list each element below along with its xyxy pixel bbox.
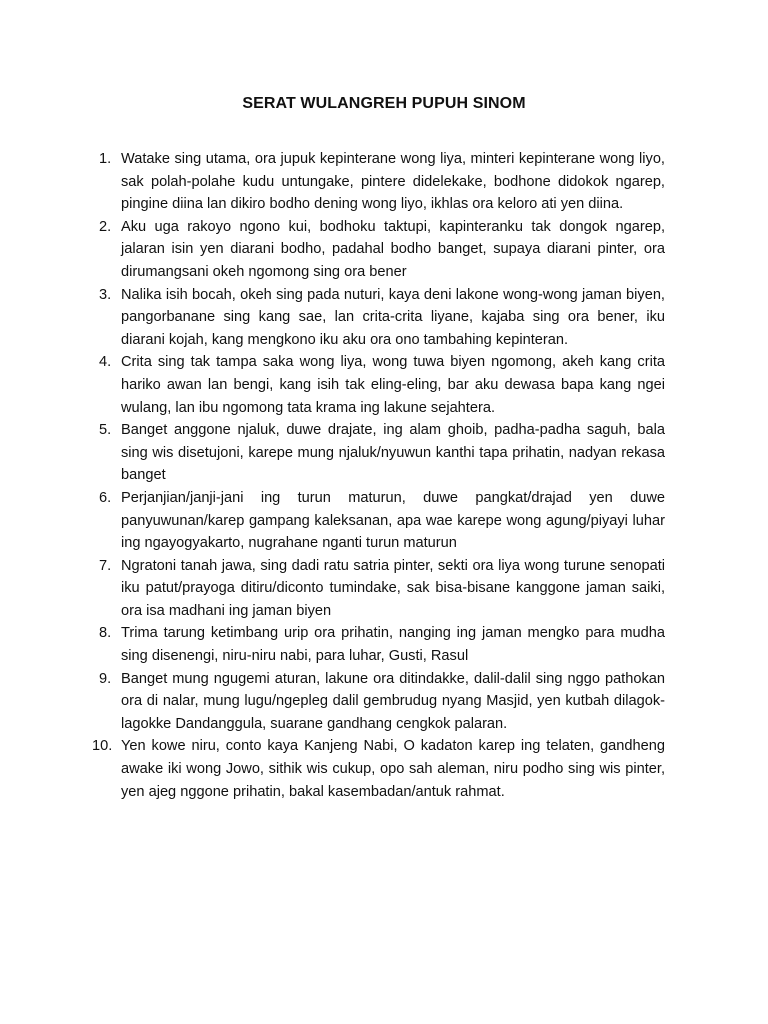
item-number: 7. (99, 557, 112, 574)
document-title: SERAT WULANGREH PUPUH SINOM (242, 95, 526, 112)
item-text: Crita sing tak tampa saka wong liya, wong tuwa biyen ngomong, akeh kang crita hariko awan lan bengi, kang isih tak eling-eling, bar aku dewasa bapa kang ngei wulang, lan ibu ngomong tata krama ing lakune sejahtera. (121, 354, 665, 416)
item-number: 1. (99, 151, 112, 167)
item-number: 3. (99, 286, 112, 303)
list-item (99, 284, 665, 352)
item-text: Watake sing utama, ora jupuk kepinterane wong liya, minteri kepinterane wong liyo, sak polah-polahe kudu untungake, pintere didelekake, bodhone didokok ngarep, pingine diina lan dikiro bodho dening wong liyo, ikhlas ora keloro ati yen diina. (121, 151, 665, 213)
list-item (99, 148, 665, 216)
verse-list (92, 148, 665, 803)
item-number: 4. (99, 354, 112, 371)
list-item (92, 735, 665, 803)
list-item (99, 487, 665, 555)
item-number: 2. (99, 218, 112, 235)
item-text: Yen kowe niru, conto kaya Kanjeng Nabi, O kadaton karep ing telaten, gandheng awake iki wong Jowo, sithik wis cukup, opo sah aleman, niru podho sing wis pinter, yen ajeg nggone prihatin, bakal kasembadan/antuk rahmat. (121, 738, 665, 800)
item-text: Banget anggone njaluk, duwe drajate, ing alam ghoib, padha-padha saguh, bala sing wis disetujoni, karepe mung njaluk/nyuwun kanthi tapa prihatin, nadyan rekasa banget (121, 422, 665, 484)
list-item (99, 622, 665, 667)
item-text: Banget mung ngugemi aturan, lakune ora ditindakke, dalil-dalil sing nggo pathokan ora di nalar, mung lugu/ngeplеg dalil gembrudug nyang Masjid, yen kutbah dilagok-lagokke Dandanggula, suarane gandhang cengkok palaran. (121, 670, 665, 732)
item-text: Nalika isih bocah, okeh sing pada nuturi, kaya deni lakone wong-wong jaman biyen, pangorbanane sing kang sae, lan crita-crita liyane, kajaba sing ora bener, iku diarani kojah, kang mengkono iku aku ora ono tambahing kepinteran. (121, 286, 665, 348)
item-number: 6. (99, 489, 112, 506)
list-item (99, 216, 665, 284)
list-item (99, 555, 665, 623)
item-number: 10. (92, 738, 113, 755)
item-text: Trima tarung ketimbang urip ora prihatin, nanging ing jaman mengko para mudha sing disenengi, niru-niru nabi, para luhar, Gusti, Rasul (121, 625, 665, 665)
list-item (99, 668, 665, 736)
item-number: 9. (99, 670, 112, 687)
item-number: 5. (99, 422, 112, 439)
list-item (99, 351, 665, 419)
item-text: Perjanjian/janji-jani ing turun maturun, duwe pangkat/drajad yen duwe panyuwunan/karep gampang kaleksanan, apa wae karepe wong agung/piyayi luhar ing ngayogyakarto, nugrahane nganti turun maturun (121, 489, 665, 552)
item-number: 8. (99, 625, 112, 642)
item-text: Aku uga rakoyo ngono kui, bodhoku taktupi, kapinteranku tak dongok ngarep, jalaran isin yen diarani bodho, padahal bodho banget, supaya diarani pinter, ora dirumangsani okeh ngomong sing ora bener (121, 218, 665, 280)
list-item (99, 419, 665, 487)
item-text: Ngratoni tanah jawa, sing dadi ratu satria pinter, sekti ora liya wong turune senopati iku patut/prayoga ditiru/diconto tumindake, sak bisa-bisane kanggone jaman saiki, ora isa madhani ing jaman biyen (121, 557, 665, 619)
